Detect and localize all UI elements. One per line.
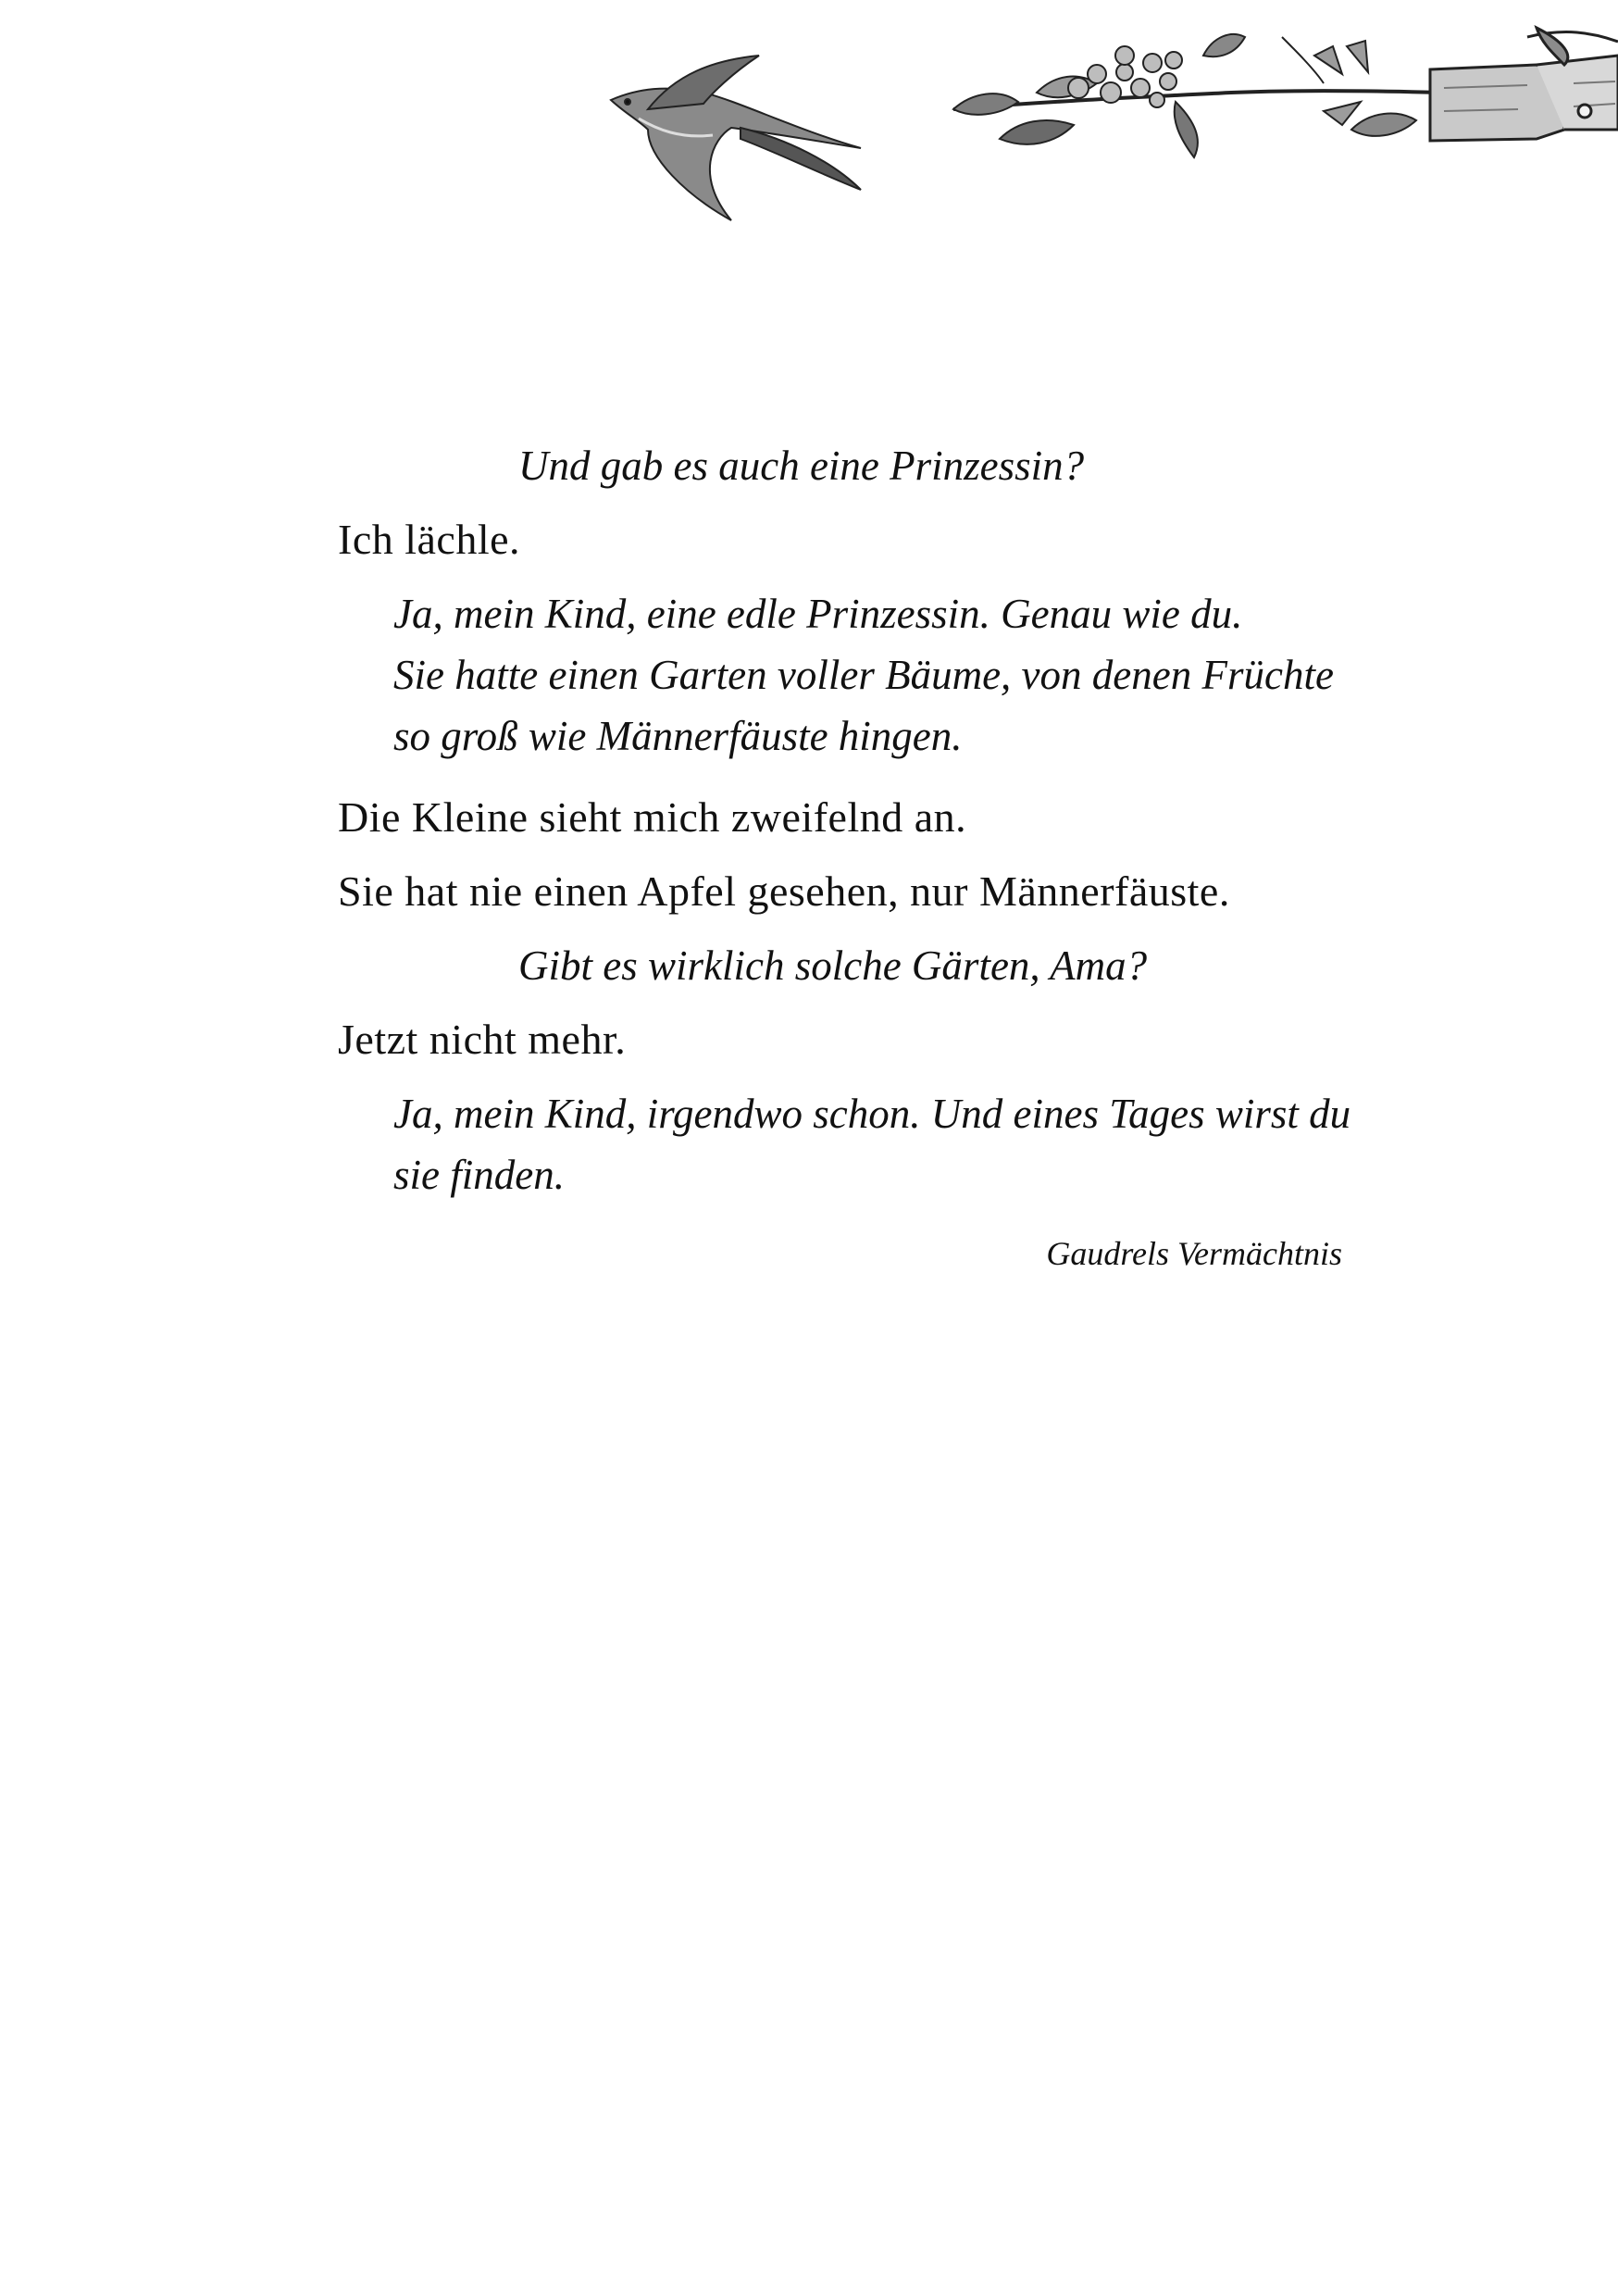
ama-answer-line: Sie hatte einen Garten voller Bäume, von denen Früchte xyxy=(393,652,1334,698)
narration-line: Sie hat nie einen Apfel gesehen, nur Männerfäuste. xyxy=(338,867,1230,915)
leaf-sprig-icon xyxy=(1282,37,1416,136)
swallow-icon xyxy=(611,56,861,220)
header-ornament xyxy=(0,0,1618,241)
ama-answer-2 xyxy=(338,1083,1412,1205)
berry-branch-icon xyxy=(953,34,1444,157)
ama-answer-line: Ja, mein Kind, irgendwo schon. Und eines Tages wirst du xyxy=(393,1091,1351,1137)
narration-line: Ich lächle. xyxy=(338,516,521,563)
narration-line: Die Kleine sieht mich zweifelnd an. xyxy=(338,793,967,841)
ama-answer-1 xyxy=(338,583,1412,767)
attribution: Gaudrels Vermächtnis xyxy=(1046,1235,1342,1272)
ama-answer-line: so groß wie Männerfäuste hingen. xyxy=(393,713,963,759)
ama-answer-line: Ja, mein Kind, eine edle Prinzessin. Genau wie du. xyxy=(393,591,1243,637)
quote-passage xyxy=(338,435,1412,1315)
wooden-sign-icon xyxy=(1430,28,1618,141)
child-question-1: Und gab es auch eine Prinzessin? xyxy=(518,443,1085,489)
ama-answer-line: sie finden. xyxy=(393,1152,565,1198)
narration-line: Jetzt nicht mehr. xyxy=(338,1016,627,1063)
child-question-2: Gibt es wirklich solche Gärten, Ama? xyxy=(518,942,1148,989)
